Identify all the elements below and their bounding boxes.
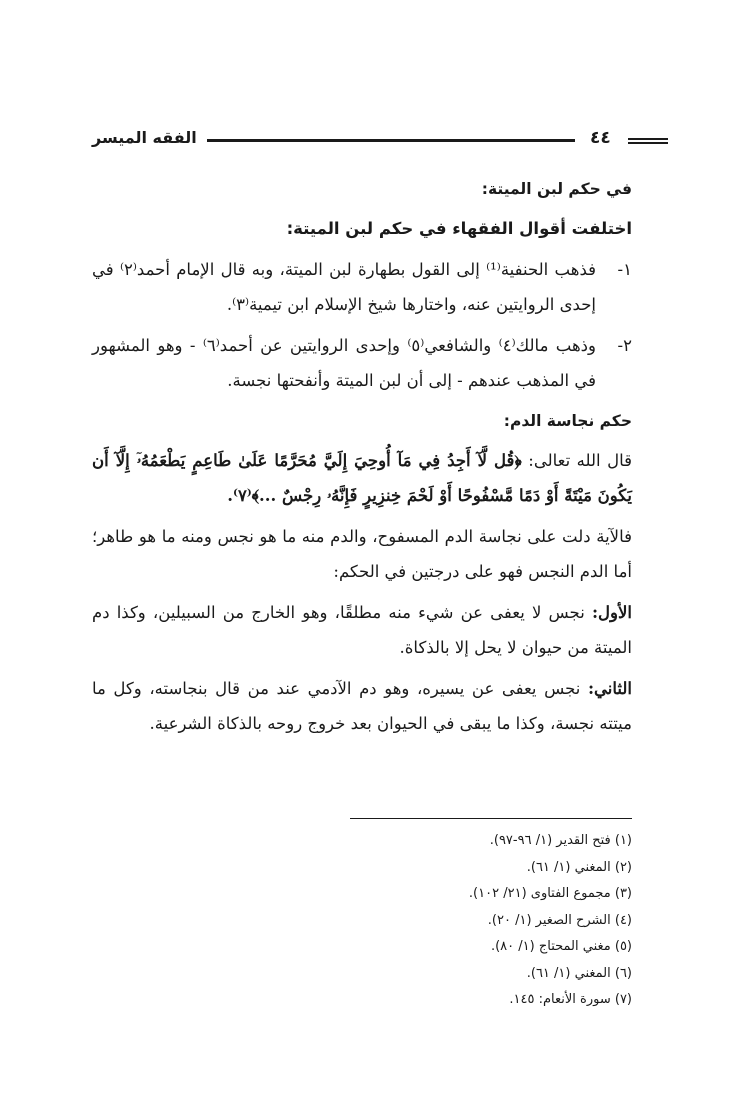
- header-double-rule: [628, 138, 668, 144]
- second-text: نجس يعفى عن يسيره، وهو دم الآدمي عند من قال بنجاسته، وكل ما ميتته نجسة، وكذا ما يبقى في الحيوان بعد خروج روحه بالذكاة الشرعية.: [92, 679, 632, 733]
- page-header: [92, 128, 662, 158]
- page-number: ٤٤: [590, 128, 611, 148]
- paragraph: فالآية دلت على نجاسة الدم المسفوح، والدم منه ما هو نجس ومنه ما هو طاهر؛ أما الدم النجس فهو على درجتين في الحكم:: [92, 527, 632, 581]
- list-item: [92, 328, 632, 398]
- footnote: (٥) مغني المحتاج (١/ ٨٠).: [490, 939, 632, 954]
- footnote-rule: [350, 818, 632, 819]
- heading-milk: في حكم لبن الميتة:: [481, 180, 632, 198]
- main-text: [92, 172, 632, 747]
- footnote: (٧) سورة الأنعام: ١٤٥.: [509, 992, 632, 1007]
- footnotes: [330, 828, 632, 1014]
- running-title: الفقه الميسر: [92, 128, 197, 147]
- second-degree-paragraph: [92, 671, 632, 741]
- quran-paragraph: [92, 443, 632, 513]
- heading-jurists: اختلفت أقوال الفقهاء في حكم لبن الميتة:: [286, 219, 632, 238]
- quran-intro: قال الله تعالى:: [528, 451, 633, 470]
- footnote: (٣) مجموع الفتاوى (٢١/ ١٠٢).: [468, 886, 632, 901]
- first-label: الأول:: [591, 603, 633, 622]
- list-text: وذهب مالك⁽٤⁾ والشافعي⁽٥⁾ وإحدى الروايتين عن أحمد⁽٦⁾ - وهو المشهور في المذهب عندهم - إلى أن لبن الميتة وأنفحتها نجسة.: [92, 336, 596, 390]
- header-rule: [207, 139, 575, 142]
- list-number: ١-: [617, 260, 632, 279]
- second-label: الثاني:: [587, 679, 633, 698]
- heading-blood: حكم نجاسة الدم:: [503, 412, 632, 430]
- footnote: (٢) المغني (١/ ٦١).: [526, 859, 632, 875]
- footnote: (٦) المغني (١/ ٦١).: [526, 965, 632, 981]
- footnote: (١) فتح القدير (١/ ٩٦-٩٧).: [489, 833, 632, 848]
- footnote: (٤) الشرح الصغير (١/ ٢٠).: [487, 912, 632, 928]
- list-text: فذهب الحنفية⁽¹⁾ إلى القول بطهارة لبن الميتة، وبه قال الإمام أحمد⁽٢⁾ في إحدى الروايتين عنه، واختارها شيخ الإسلام ابن تيمية⁽٣⁾.: [92, 260, 597, 314]
- quran-verse: ﴿قُل لَّآ أَجِدُ فِي مَآ أُوحِيَ إِلَيَّ مُحَرَّمًا عَلَىٰ طَاعِمٍ يَطْعَمُهُۥٓ إِلَّآ أَن يَكُونَ مَيْتَةً أَوْ دَمًا مَّسْفُوحًا أَوْ لَحْمَ خِنزِيرٍ فَإِنَّهُۥ رِجْسٌ ...﴾⁽٧⁾.: [92, 451, 632, 505]
- first-text: نجس لا يعفى عن شيء منه مطلقًا، وهو الخارج من السبيلين، وكذا دم الميتة من حيوان لا يحل إلا بالذكاة.: [92, 603, 632, 657]
- list-item: [92, 252, 632, 322]
- list-number: ٢-: [617, 336, 632, 355]
- first-degree-paragraph: [92, 595, 632, 665]
